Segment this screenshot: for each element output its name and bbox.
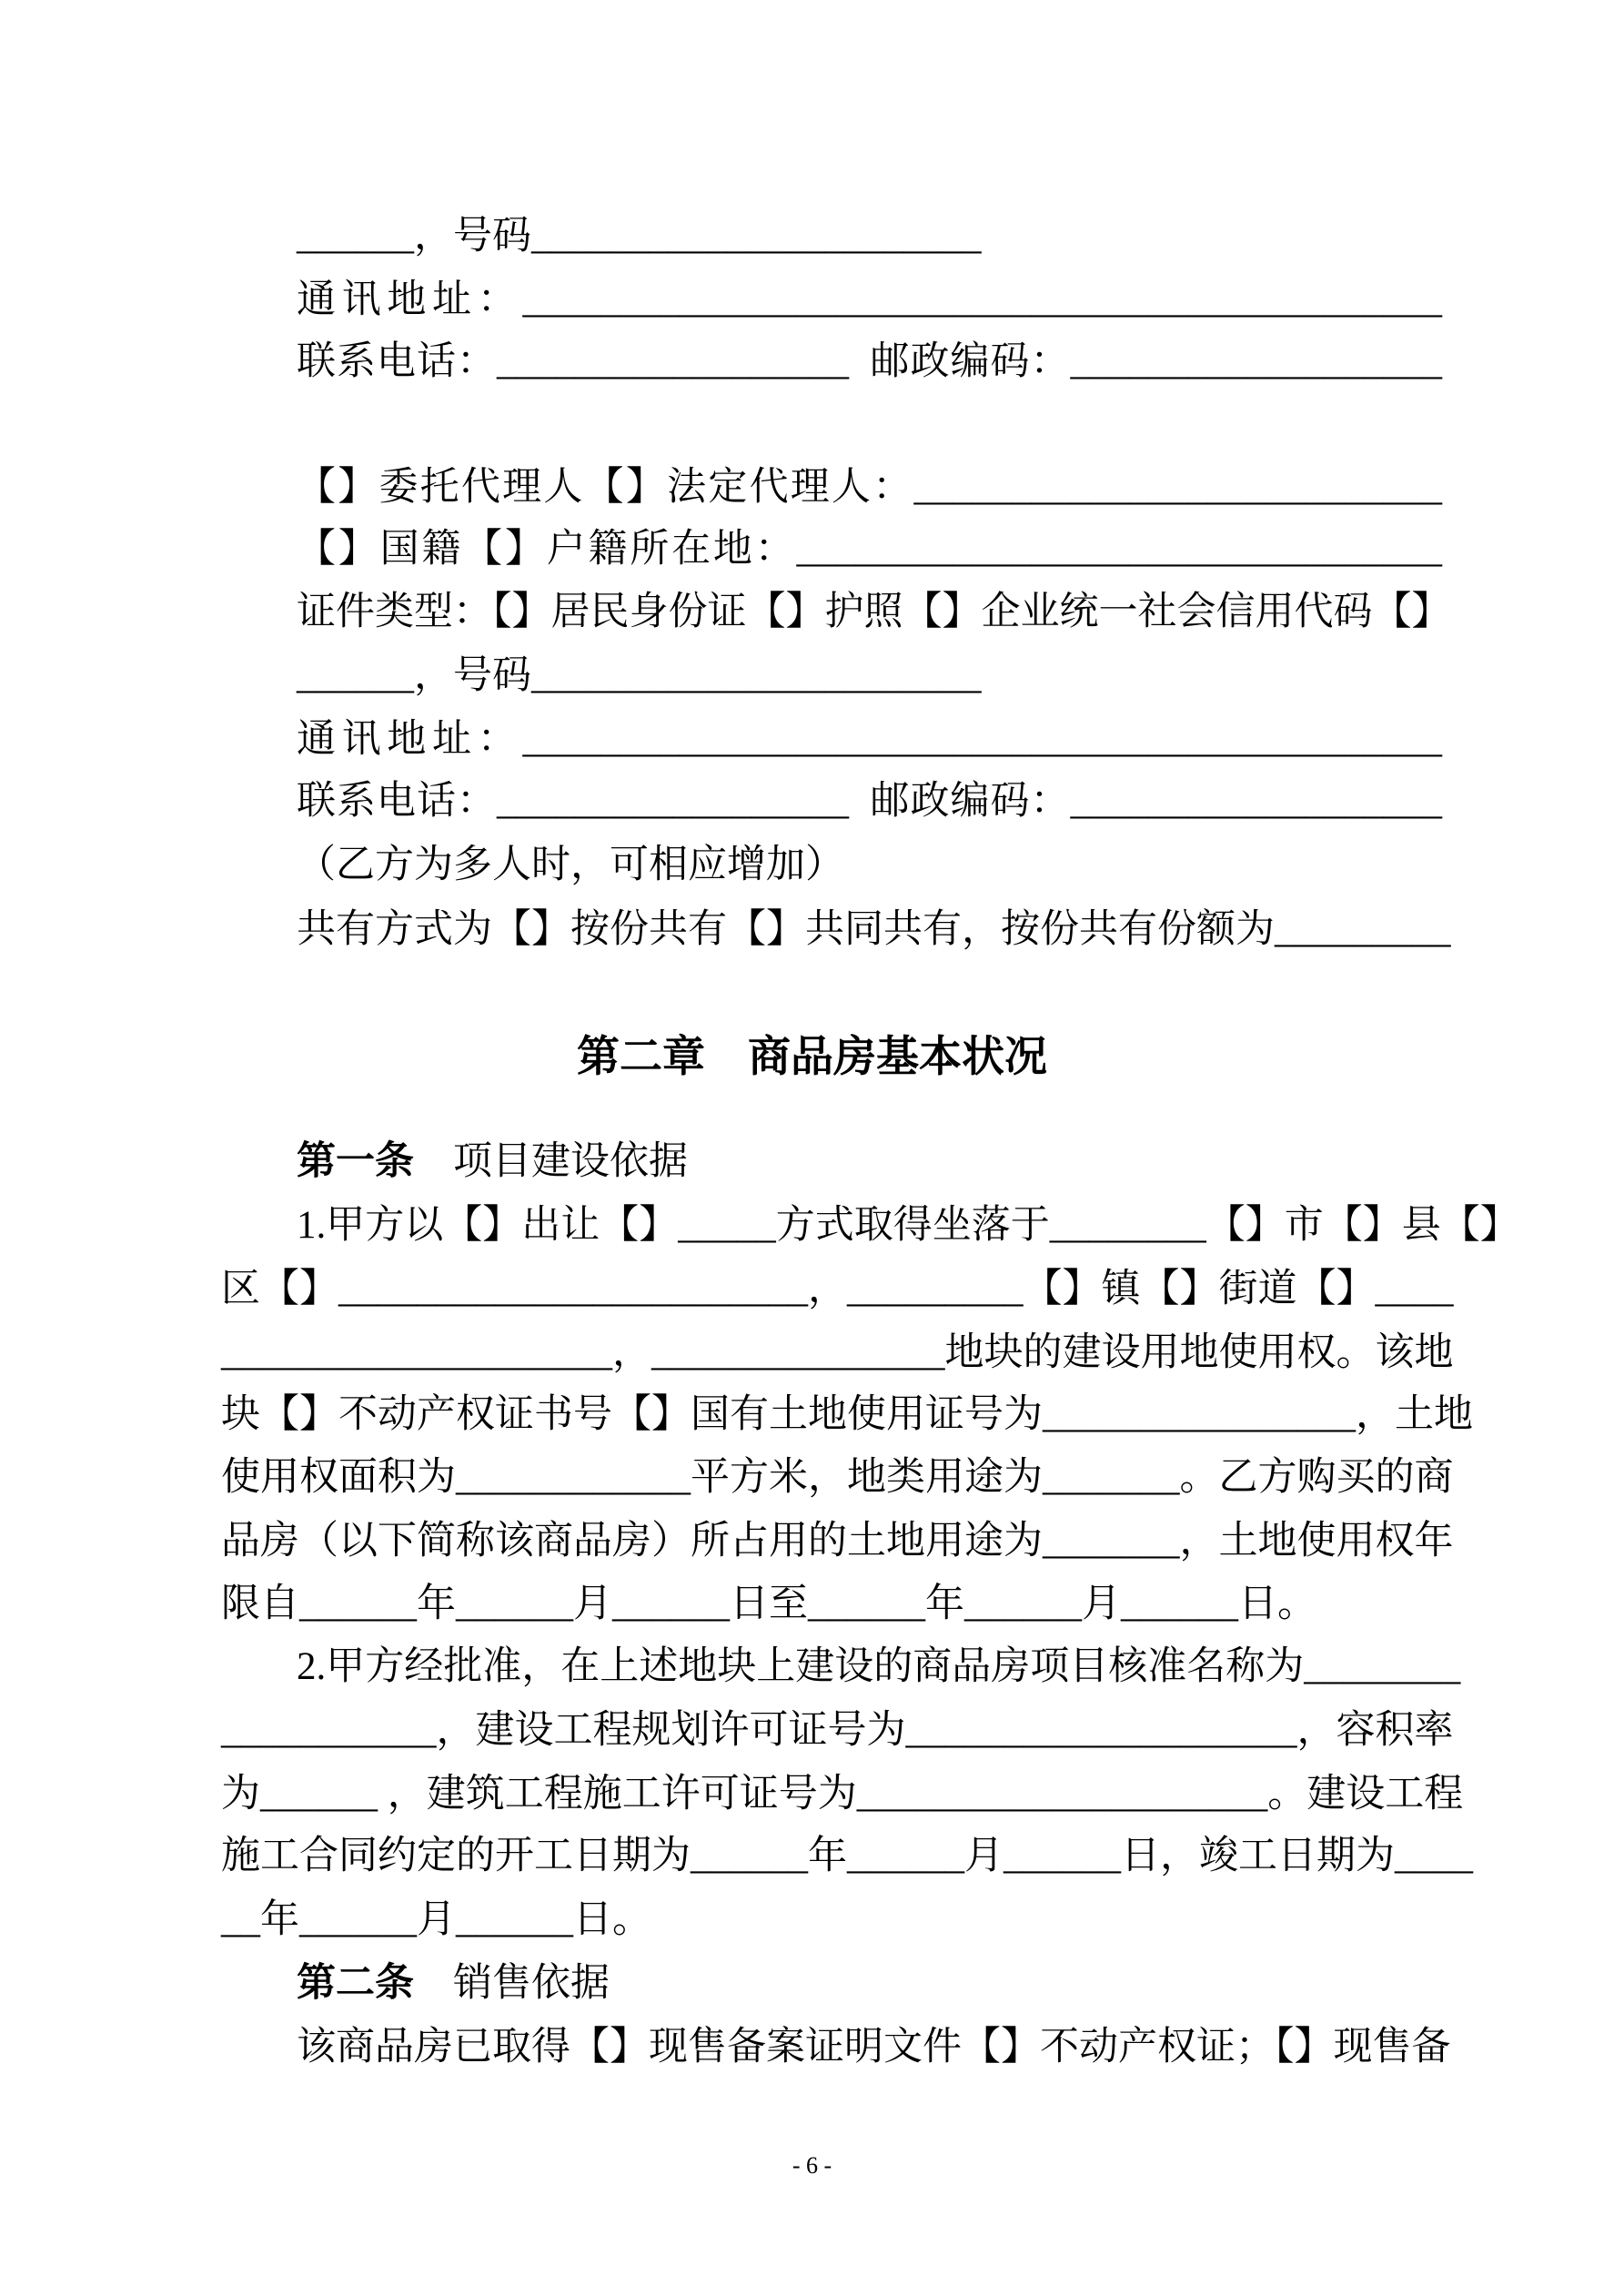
article-2-heading	[297, 1957, 1442, 2011]
multi-buyer-note: （乙方为多人时，可相应增加）	[297, 844, 844, 886]
para2-line: 为______ ，建筑工程施工许可证号为_____________________。建设工程	[221, 1773, 1464, 1816]
para2-line: 施工合同约定的开工日期为______年______月______日，竣工日期为____	[221, 1835, 1473, 1877]
co-ownership-line: 共有方式为【】按份共有【】共同共有，按份共有份额为_________	[297, 908, 1451, 951]
phone-postcode-line: 联系电话：__________________ 邮政编码：___________________	[297, 340, 1442, 383]
para3-line: 该商品房已取得【】现售备案证明文件【】不动产权证；【】现售备	[297, 2026, 1451, 2068]
article-label: 第一条	[297, 1140, 414, 1183]
page-number: - 6 -	[792, 2152, 832, 2179]
para2-line: 2.甲方经批准，在上述地块上建设的商品房项目核准名称为________	[297, 1645, 1461, 1688]
agent-line: 【】委托代理人【】法定代理人：___________________________	[297, 466, 1442, 509]
para1-line: 区【】________________________，_________【】镇【】街道【】____	[221, 1268, 1454, 1310]
para2-line: __年______月______日。	[221, 1898, 651, 1941]
nationality-line: 【】国籍【】户籍所在地：_________________________________	[297, 528, 1442, 571]
para1-line: 块【】不动产权证书号【】国有土地使用证号为________________，土地	[221, 1393, 1473, 1436]
para2-line: ___________，建设工程规划许可证号为____________________，容积率	[221, 1709, 1454, 1752]
id-number-line: ______，号码_______________________	[297, 215, 982, 258]
phone-postcode-line: 联系电话：__________________ 邮政编码：___________________	[297, 780, 1442, 823]
para1-line: 1.甲方以【】出让【】_____方式取得坐落于________【】市【】县【】	[297, 1204, 1519, 1247]
article-1-heading	[297, 1135, 1442, 1189]
id-type-line: 证件类型：【】居民身份证【】护照【】企业统一社会信用代码【】	[297, 591, 1451, 633]
para1-line: 使用权面积为____________平方米，地类用途为_______。乙方购买的商	[221, 1456, 1454, 1499]
article-title: 项目建设依据	[414, 1140, 688, 1183]
article-title: 销售依据	[414, 1962, 610, 2005]
para1-line: 品房（以下简称该商品房）所占用的土地用途为_______，土地使用权年	[221, 1520, 1454, 1563]
para1-line: 限自______年______月______日至______年______月______日。	[221, 1583, 1316, 1625]
address-line: 通讯地址：_______________________________________________	[297, 278, 1442, 321]
chapter-title: 第二章 商品房基本状况	[577, 1034, 1047, 1081]
para1-line: ____________________，_______________地块的建设用地使用权。该地	[221, 1331, 1454, 1374]
id-number-line: ______，号码_______________________	[297, 654, 982, 697]
article-label: 第二条	[297, 1962, 414, 2005]
address-line: 通讯地址：_______________________________________________	[297, 718, 1442, 761]
